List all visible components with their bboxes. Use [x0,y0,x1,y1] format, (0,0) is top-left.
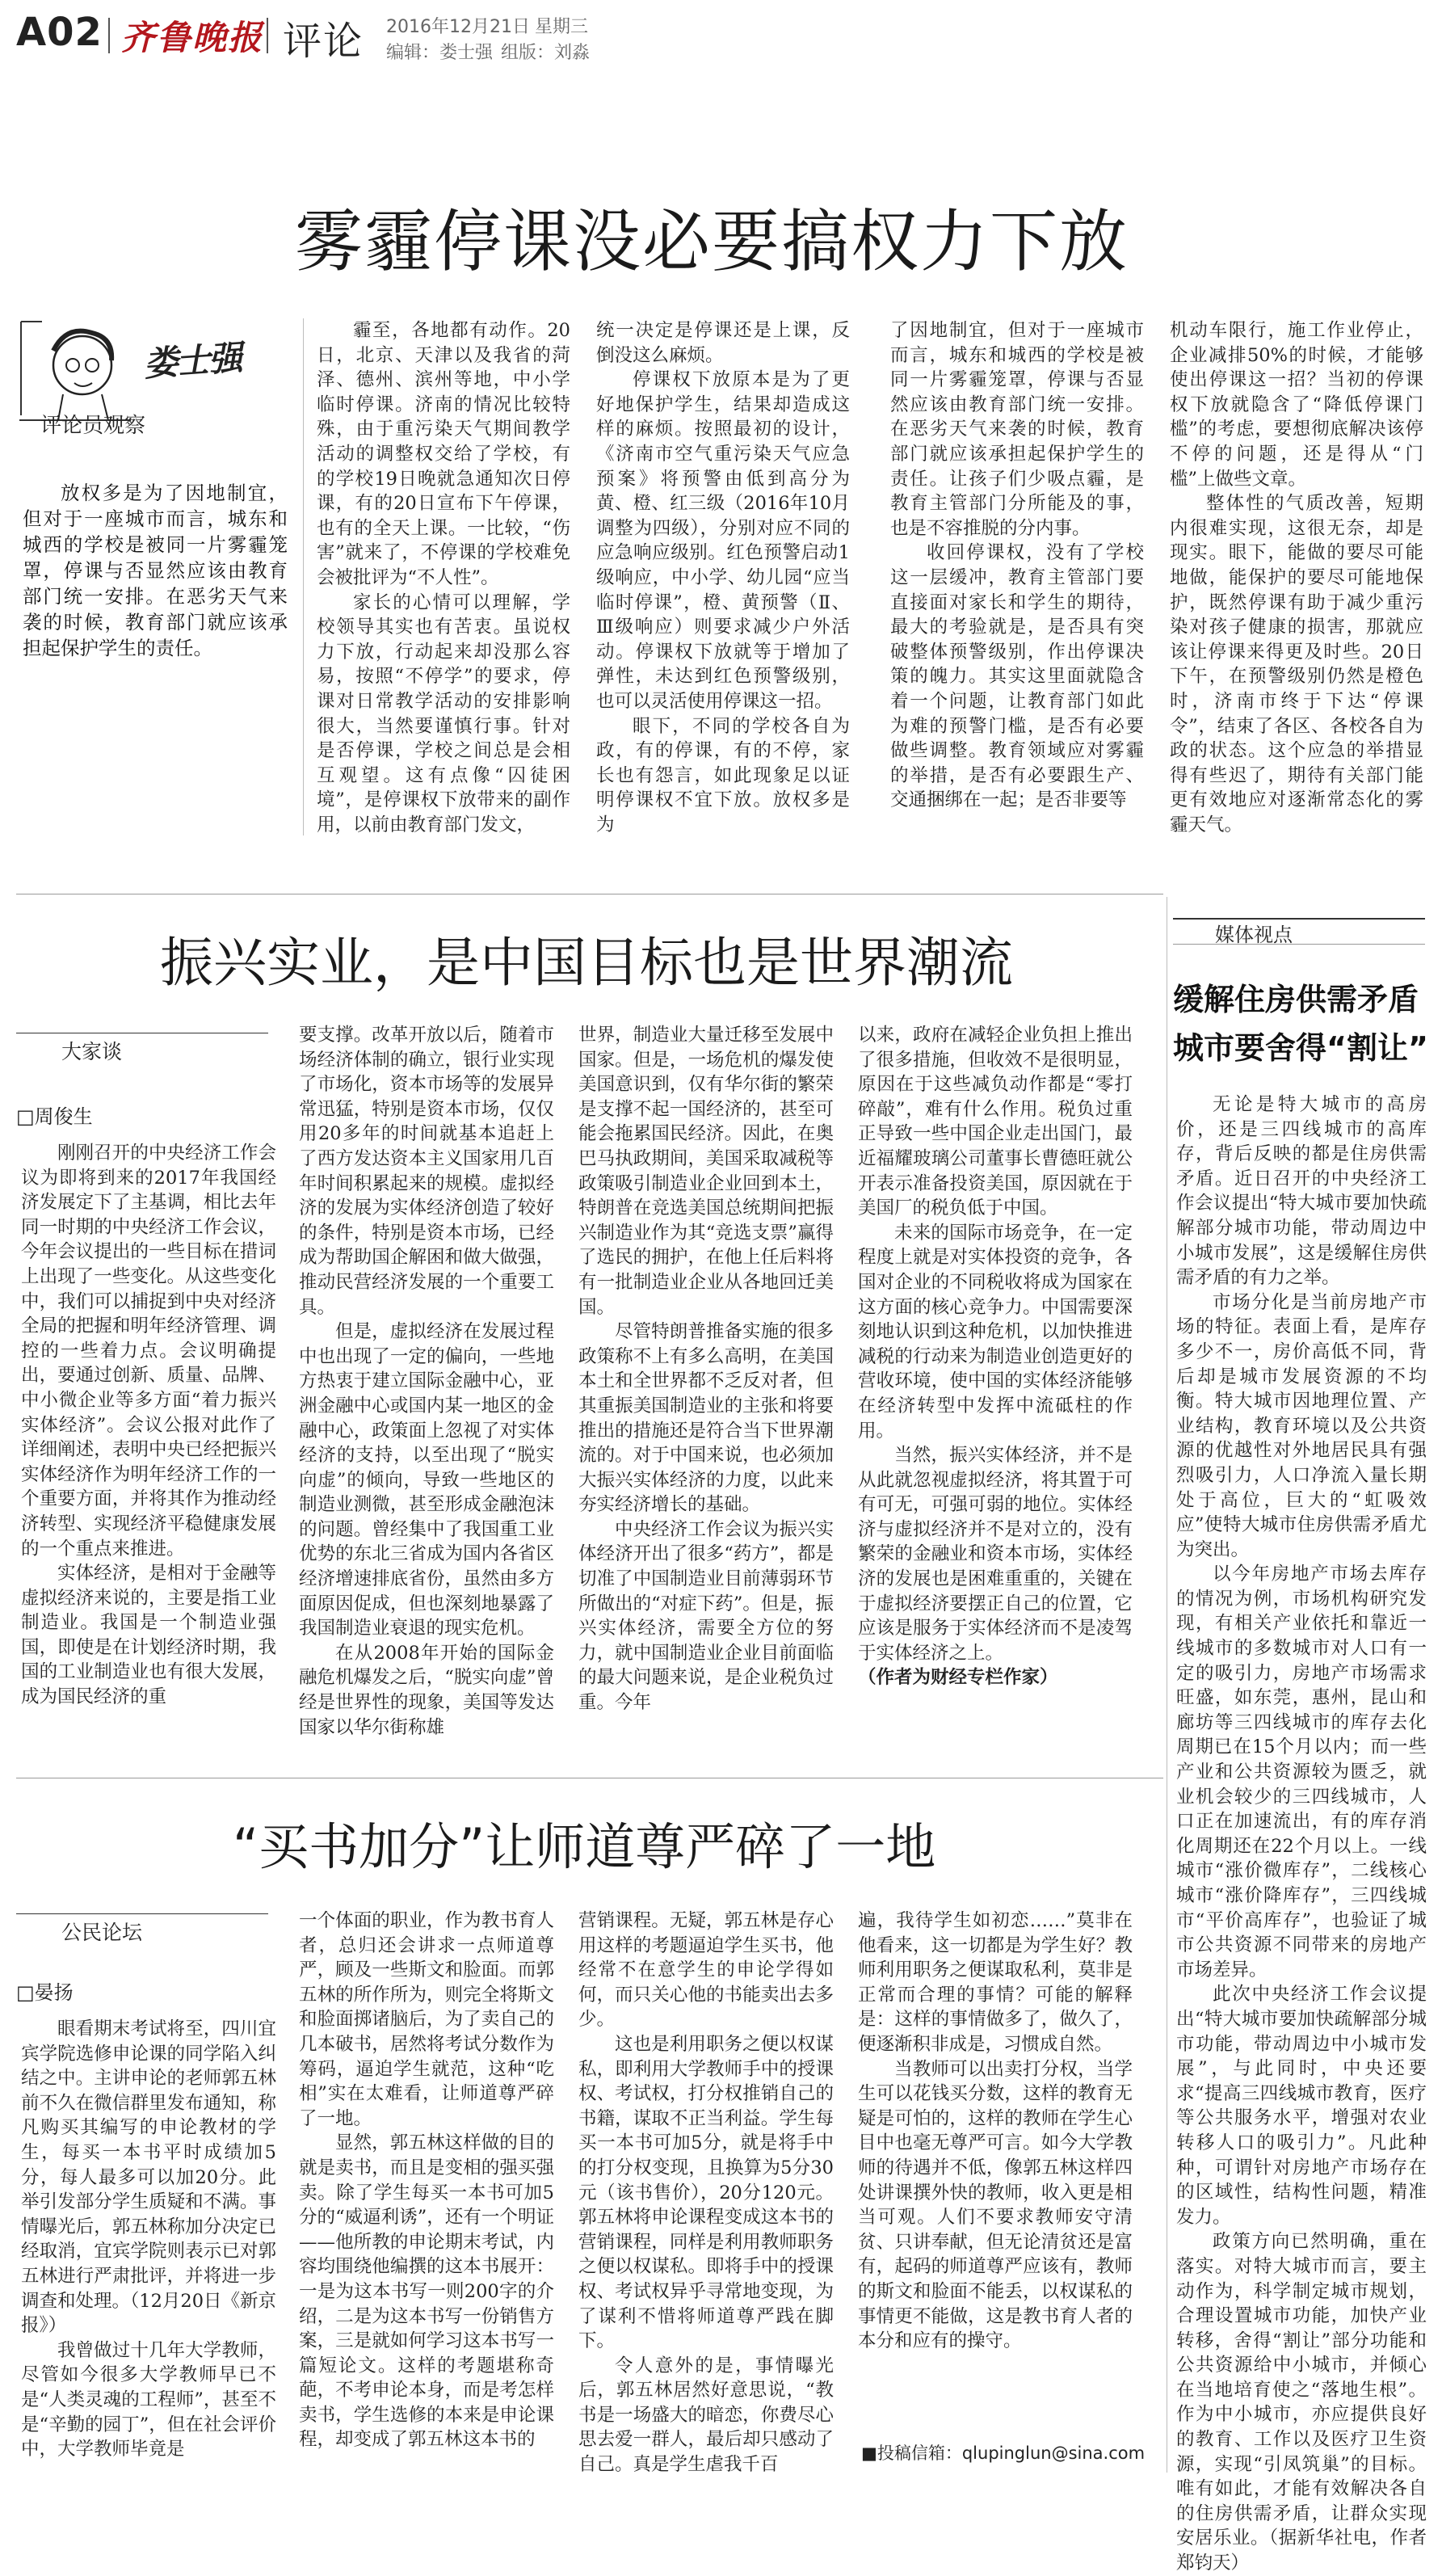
article2-col2-para2: 但是，虚拟经济在发展过程中也出现了一定的偏向，一些地方热衷于建立国际金融中心，亚洲金融中心或国内某一地区的金融中心，政策面上忽视了对实体经济的支持，以至出现了“脱实向虚”的倾向，导致一些地区的制造业测微，甚至形成金融泡沫的问题。曾经集中了我国重工业优势的东北三省成为国内各省区经济增速排底省份，虽然由多方面原因促成，但也深刻地暴露了我国制造业衰退的现实危机。 [299,1321,554,1639]
article2-col2 [299,1023,554,1738]
article1-col4 [1170,318,1423,836]
article1-headline: 雾霾停课没必要搞权力下放 [295,202,1129,281]
article3-column-rule [16,1913,268,1914]
article2-col4-para3: 当然，振兴实体经济，并不是从此就忽视虚拟经济，将其置于可有可无，可强可弱的地位。实体经济与虚拟经济并不是对立的，没有繁荣的金融业和资本市场，实体经济的发展也是困难重重的，关键在于虚拟经济要摆正自己的位置，它应该是服务于实体经济而不是凌驾于实体经济之上。 [858,1445,1133,1664]
article1-col1-para2: 家长的心情可以理解，学校领导其实也有苦衷。虽说权力下放，行动起来却没那么容易，按照“不停学”的要求，停课对日常教学活动的安排影响很大，当然要谨慎行事。针对是否停课，学校之间总是会相互观望。这有点像“囚徒困境”，是停课权下放带来的副作用，以前由教育部门发文， [317,591,570,836]
article3-col1-para1: 眼看期末考试将至，四川宜宾学院选修申论课的同学陷入纠结之中。主讲申论的老师郭五林前不久在微信群里发布通知，称凡购买其编写的申论教材的学生，每买一本书平时成绩加5分，每人最多可以加20分。此举引发部分学生质疑和不满。事情曝光后，郭五林称加分决定已经取消，宜宾学院则表示已对郭五林进行严肃批评，并将进一步调查和处理。（12月20日《新京报》） [21,2018,277,2337]
article1-col1 [317,318,570,836]
article3-col4 [858,1909,1133,2426]
article1-col3-para2: 收回停课权，没有了学校这一层缓冲，教育主管部门要直接面对家长和学生的期待，最大的考验就是，是否具有突破整体预警级别，作出停课决策的魄力。其实这里面就隐含着一个问题，让教育部门如此为难的预警门槛，是否有必要做些调整。教育领域应对雾霾的举措，是否有必要跟生产、交通捆绑在一起；是否非要等 [890,542,1144,811]
masthead-divider-1 [108,18,110,53]
article2-col2-para3: 在从2008年开始的国际金融危机爆发之后，“脱实向虚”曾经是世界性的现象，美国等发达国家以华尔街称雄 [299,1642,554,1738]
sidebar-para2: 市场分化是当前房地产市场的特征。表面上看，是库存多少不一，房价高低不同，背后却是城市发展资源的不均衡。特大城市因地理位置、产业结构，教育环境以及公共资源的优越性对外地居民具有强烈吸引力，人口净流入量长期处于高位，巨大的“虹吸效应”使特大城市住房供需矛盾尤为突出。 [1176,1291,1427,1560]
article1-col4-para2: 整体性的气质改善，短期内很难实现，这很无奈，却是现实。眼下，能做的要尽可能地做，能保护的要尽可能地保护，既然停课有助于减少重污染对孩子健康的损害，那就应该让停课来得更及时些。20日下午，在预警级别仍然是橙色时，济南市终于下达“停课令”，结束了各区、各校各自为政的状态。这个应急的举措显得有些迟了，期待有关部门能更有效地应对逐渐常态化的雾霾天气。 [1170,493,1423,836]
article1-column-label: 评论员观察 [40,414,146,438]
article2-col3-para2: 尽管特朗普推备实施的很多政策称不上有多么高明，在美国本土和全世界都不乏反对者，但其重振美国制造业的主张和将要推出的措施还是符合当下世界潮流的。对于中国来说，也必须加大振兴实体经济的力度，以此来夯实经济增长的基础。 [578,1321,834,1516]
masthead-date: 2016年12月21日 [386,17,530,37]
article2-col4-para2: 未来的国际市场竞争，在一定程度上就是对实体投资的竞争，各国对企业的不同税收将成为国家在这方面的核心竞争力。中国需要深刻地认识到这种危机，以加快推进减税的行动来为制造业创造更好的营收环境，使中国的实体经济能够在经济转型中发挥中流砥柱的作用。 [858,1222,1133,1442]
sidebar-title-line2: 城市要舍得“割让” [1173,1030,1428,1066]
article3-col3 [578,1909,834,2476]
article3-col2 [299,1909,554,2469]
article2-byline: （作者为财经专栏作家） [858,1667,1058,1689]
article2-author: □周俊生 [16,1105,93,1128]
article1-lead: 放权多是为了因地制宜，但对于一座城市而言，城东和城西的学校是被同一片雾霾笼罩，停课与否显然应该由教育部门统一安排。在恶劣天气来袭的时候，教育部门就应该承担起保护学生的责任。 [23,482,288,659]
article1-col2 [596,318,850,836]
article1-sidebar-rule [303,318,304,836]
masthead-layout-editor: 组版：刘淼 [501,43,591,63]
article2-col4 [858,1023,1133,1731]
section-name: 评论 [283,19,364,64]
article2-col1 [21,1141,276,1731]
sidebar-body [1176,1092,1427,2574]
sidebar-para1: 无论是特大城市的高房价，还是三四线城市的高库存，背后反映的都是住房供需矛盾。近日召开的中央经济工作会议提出“特大城市要加快疏解部分城市功能，带动周边中小城市发展”，这是缓解住房供需矛盾的有力之举。 [1176,1094,1427,1289]
article1-col2-para1: 统一决定是停课还是上课，反倒没这么麻烦。 [596,320,850,366]
article1-col3 [890,318,1144,836]
article2-col4-para1: 以来，政府在减轻企业负担上推出了很多措施，但收效不是很明显，原因在于这些减负动作都是“零打碎敲”，难有什么作用。税负过重正导致一些中国企业走出国门，最近福耀玻璃公司董事长曹德旺就公开表示准备投资美国，原因就在于美国厂的税负低于中国。 [858,1025,1133,1219]
article3-col4-para1: 遍，我待学生如初恋……”莫非在他看来，这一切都是为学生好？教师利用职务之便谋取私利，莫非是正常而合理的事情？可能的解释是：这样的事情做多了，做久了，便逐渐积非成是，习惯成自然。 [858,1910,1133,2055]
page-code: A02 [16,10,103,55]
masthead-weekday: 星期三 [535,17,589,37]
article1-col3-para1: 了因地制宜，但对于一座城市而言，城东和城西的学校是被同一片雾霾笼罩，停课与否显然应该由教育部门统一安排。在恶劣天气来袭的时候，教育部门就应该承担起保护学生的责任。让孩子们少吸点霾，是教育主管部门分所能及的事，也是不容推脱的分内事。 [890,320,1144,539]
paper-logo: 齐鲁晚报 [121,18,264,57]
article3-col1 [21,2017,276,2469]
article2-headline: 振兴实业，是中国目标也是世界潮流 [160,932,1013,994]
sidebar-para3: 以今年房地产市场去库存的情况为例，市场机构研究发现，有相关产业依托和靠近一线城市的多数城市对人口有一定的吸引力，房地产市场需求旺盛，如东莞，惠州，昆山和廊坊等三四线城市的库存去化周期已在15个月以内；而一些产业和公共资源较为匮乏，就业机会较少的三四线城市，人口正在加速流出，有的库存消化周期还在22个月以上。一线城市“涨价微库存”，二线核心城市“涨价降库存”，三四线城市“平价高库存”，也验证了城市公共资源不同带来的房地产市场差异。 [1176,1564,1427,1980]
sidebar-para5: 政策方向已然明确，重在落实。对特大城市而言，要主动作为，科学制定城市规划，合理设置城市功能，加快产业转移，舍得“割让”部分功能和公共资源给中小城市，并倾心在当地培育使之“落地生根”。作为中小城市，亦应提供良好的教育、工作以及医疗卫生资源，实现“引凤筑巢”的目标。唯有如此，才能有效解决各自的住房供需矛盾，让群众实现安居乐业。（据新华社电，作者郑钧天） [1176,2231,1427,2574]
masthead-divider-2 [267,18,268,53]
article3-col2-para1: 一个体面的职业，作为教书育人者，总归还会讲求一点师道尊严，顾及一些斯文和脸面。而郭五林的所作所为，则完全将斯文和脸面掷诸脑后，为了卖自己的几本破书，居然将考试分数作为筹码，逼迫学生就范，这种“吃相”实在太难看，让师道尊严碎了一地。 [299,1910,554,2129]
masthead-editor: 编辑：娄士强 [386,43,494,63]
columnist-signature: 娄士强 [142,337,242,385]
article3-headline: “买书加分”让师道尊严碎了一地 [233,1817,936,1876]
article3-col3-para1: 营销课程。无疑，郭五林是存心用这样的考题逼迫学生买书，他经常不在意学生的申论学得如何，而只关心他的书能卖出去多少。 [578,1910,834,2031]
sidebar-tag-box [1173,918,1425,945]
article2-col3 [578,1023,834,1731]
article2-column-label: 大家谈 [61,1040,123,1063]
sidebar-tag: 媒体视点 [1215,924,1293,946]
article3-col1-para2: 我曾做过十几年大学教师，尽管如今很多大学教师早已不是“人类灵魂的工程师”，甚至不是“辛勤的园丁”，但在社会评价中，大学教师毕竟是 [21,2339,276,2460]
sidebar-para4: 此次中央经济工作会议提出“特大城市要加快疏解部分城市功能，带动周边中小城市发展”，与此同时，中央还要求“提高三四线城市教育，医疗等公共服务水平，增强对农业转移人口的吸引力”。凡此种种，可谓针对房地产市场存在的区域性，结构性问题，精准发力。 [1176,1984,1427,2228]
sidebar-title-line1: 缓解住房供需矛盾 [1173,982,1419,1017]
article2-col1-para1: 刚刚召开的中央经济工作会议为即将到来的2017年我国经济发展定下了主基调，相比去年同一时期的中央经济工作会议，今年会议提出的一些目标在措词上出现了一些变化。从这些变化中，我们可以捕捉到中央对经济全局的把握和明年经济管理、调控的一些着力点。会议明确提出，要通过创新、质量、品牌、中小微企业等多方面“着力振兴实体经济”。会议公报对此作了详细阐述，表明中央已经把振兴实体经济作为明年经济工作的一个重要方面，并将其作为推动经济转型、实现经济平稳健康发展的一个重点来推进。 [21,1143,276,1559]
article2-col3-para1: 世界，制造业大量迁移至发展中国家。但是，一场危机的爆发使美国意识到，仅有华尔街的繁荣是支撑不起一国经济的，甚至可能会拖累国民经济。因此，在奥巴马执政期间，美国采取减税等政策吸引制造业企业回到本土，特朗普在竞选美国总统期间把振兴制造业作为其“竞选支票”赢得了选民的拥护，在他上任后料将有一批制造业企业从各地回迁美国。 [578,1025,834,1318]
article3-col2-para2: 显然，郭五林这样做的目的就是卖书，而且是变相的强买强卖。除了学生每买一本书可加5分的“威逼利诱”，还有一个明证——他所教的申论期末考试，内容均围绕他编撰的这本书展开：一是为这本书写一则200字的介绍，二是为这本书写一份销售方案，三是就如何学习这本书写一篇短论文。这样的考题堪称奇葩，不考申论本身，而是考怎样卖书，学生选修的本来是申论课程，却变成了郭五林这本书的 [299,2132,554,2451]
article1-col2-para2: 停课权下放原本是为了更好地保护学生，结果却造成这样的麻烦。按照最初的设计，《济南市空气重污染天气应急预案》将预警由低到高分为黄、橙、红三级（2016年10月调整为四级），分别对应不同的应急响应级别。红色预警启动1级响应，中小学、幼儿园“应当临时停课”，橙、黄预警（Ⅱ、Ⅲ级响应）则要求减少户外活动。停课权下放就等于增加了弹性，未达到红色预警级别，也可以灵活使用停课这一招。 [596,369,850,712]
contribute-email[interactable]: ■投稿信箱：qlupinglun@sina.com [861,2443,1146,2463]
article3-column-label: 公民论坛 [61,1921,143,1944]
article3-author: □晏扬 [16,1981,74,2004]
article3-col4-para2: 当教师可以出卖打分权，当学生可以花钱买分数，这样的教育无疑是可怕的，这样的教师在学生心目中也毫无尊严可言。如今大学教师的待遇并不低，像郭五林这样四处讲课撰外快的教师，收入更是相当可观。人们不要求教师安守清贫、只讲奉献，但无论清贫还是富有，起码的师道尊严应该有，教师的斯文和脸面不能丢，以权谋私的事情更不能做，这是教书育人者的本分和应有的操守。 [858,2058,1133,2352]
article1-col4-para1: 机动车限行，施工作业停止，企业减排50%的时候，才能够使出停课这一招？当初的停课权下放就隐含了“降低停课门槛”的考虑，要想彻底解决该停不停的问题，还是得从“门槛”上做些文章。 [1170,320,1423,490]
article3-col3-para3: 令人意外的是，事情曝光后，郭五林居然好意思说，“教书是一场盛大的暗恋，你费尽心思去爱一群人，最后却只感动了自己。真是学生虐我千百 [578,2355,834,2476]
article2-col3-para3: 中央经济工作会议为振兴实体经济开出了很多“药方”，都是切准了中国制造业目前薄弱环节所做出的“对症下药”。但是，振兴实体经济，需要全方位的努力，就中国制造业企业目前面临的最大问题来说，是企业税负过重。今年 [578,1518,834,1714]
article2-col2-para1: 要支撑。改革开放以后，随着市场经济体制的确立，银行业实现了市场化，资本市场等的发展异常迅猛，特别是资本市场，仅仅用20多年的时间就基本追赶上了西方发达资本主义国家用几百年时间积累起来的规模。虚拟经济的发展为实体经济创造了较好的条件，特别是资本市场，已经成为帮助国企解困和做大做强，推动民营经济发展的一个重要工具。 [299,1025,554,1318]
article2-col1-para2: 实体经济，是相对于金融等虚拟经济来说的，主要是指工业制造业。我国是一个制造业强国，即使是在计划经济时期，我国的工业制造业也有很大发展，成为国民经济的重 [21,1563,276,1708]
article1-col2-para3: 眼下，不同的学校各自为政，有的停课，有的不停，家长也有怨言，如此现象足以证明停课权不宜下放。放权多是为 [596,715,850,836]
article1-col1-para1: 霾至，各地都有动作。20日，北京、天津以及我省的菏泽、德州、滨州等地，中小学临时停课。济南的情况比较特殊，由于重污染天气期间教学活动的调整权交给了学校，有的学校19日晚就急通知次日停课，有的20日宣布下午停课，也有的全天上课。一比较，“伤害”就来了，不停课的学校难免会被批评为“不人性”。 [317,320,570,588]
article3-col3-para2: 这也是利用职务之便以权谋私，即利用大学教师手中的授课权、考试权，打分权推销自己的书籍，谋取不正当利益。学生每买一本书可加5分，就是将手中的打分权变现，且换算为5分30元（该书售价），20分120元。郭五林将申论课程变成这本书的营销课程，同样是利用教师职务之便以权谋私。即将手中的授课权、考试权异乎寻常地变现，为了谋利不惜将师道尊严践在脚下。 [578,2033,834,2352]
